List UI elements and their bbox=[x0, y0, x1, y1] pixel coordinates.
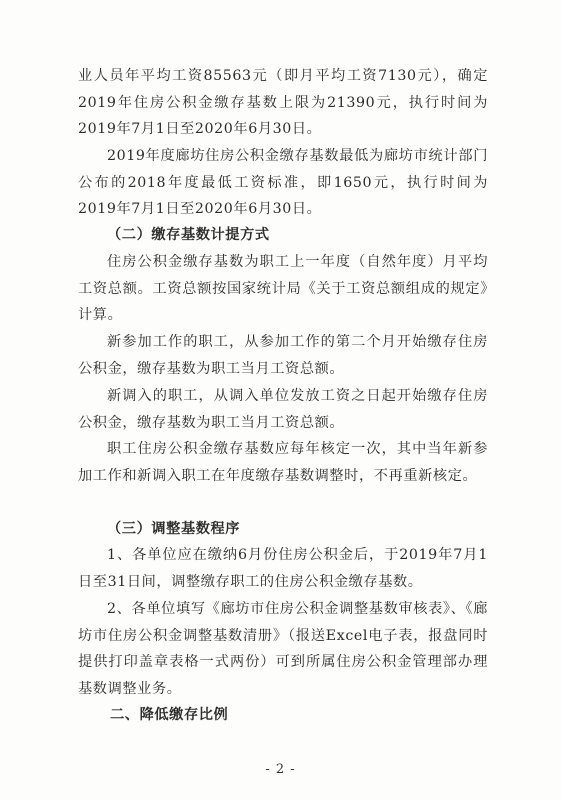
paragraph-procedure-step-2: 2、各单位填写《廊坊市住房公积金调整基数审核表》、《廊坊市住房公积金调整基数清册》（报送Excel电子表，报盘同时提供打印盖章表格一式两份）可到所属住房公积金管理部办理基数调整业务。 bbox=[78, 601, 488, 697]
section-heading-calculation-method: （二）缴存基数计提方式 bbox=[107, 227, 270, 243]
paragraph-transferred-employees: 新调入的职工，从调入单位发放工资之日起开始缴存住房公积金，缴存基数为职工当月工资总额。 bbox=[78, 388, 488, 431]
page-number: - 2 - bbox=[265, 762, 296, 777]
section-heading-adjustment-procedure: （三）调整基数程序 bbox=[107, 521, 241, 537]
paragraph-new-employees: 新参加工作的职工，从参加工作的第二个月开始缴存住房公积金，缴存基数为职工当月工资总额。 bbox=[78, 334, 488, 377]
paragraph-salary-cap: 业人员年平均工资85563元（即月平均工资7130元），确定2019年住房公积金缴存基数上限为21390元，执行时间为2019年7月1日至2020年6月30日。 bbox=[78, 68, 488, 137]
paragraph-procedure-step-1: 1、各单位应在缴纳6月份住房公积金后，于2019年7月1日至31日间，调整缴存职工的住房公积金缴存基数。 bbox=[78, 547, 488, 590]
paragraph-minimum-base: 2019年度廊坊住房公积金缴存基数最低为廊坊市统计部门公布的2018年度最低工资标准，即1650元，执行时间为2019年7月1日至2020年6月30日。 bbox=[78, 148, 488, 217]
paragraph-base-definition: 住房公积金缴存基数为职工上一年度（自然年度）月平均工资总额。工资总额按国家统计局《关于工资总额组成的规定》计算。 bbox=[78, 254, 488, 323]
paragraph-annual-verification: 职工住房公积金缴存基数应每年核定一次，其中当年新参加工作和新调入职工在年度缴存基数调整时，不再重新核定。 bbox=[78, 441, 488, 484]
section-heading-reduce-rate: 二、降低缴存比例 bbox=[110, 707, 229, 723]
